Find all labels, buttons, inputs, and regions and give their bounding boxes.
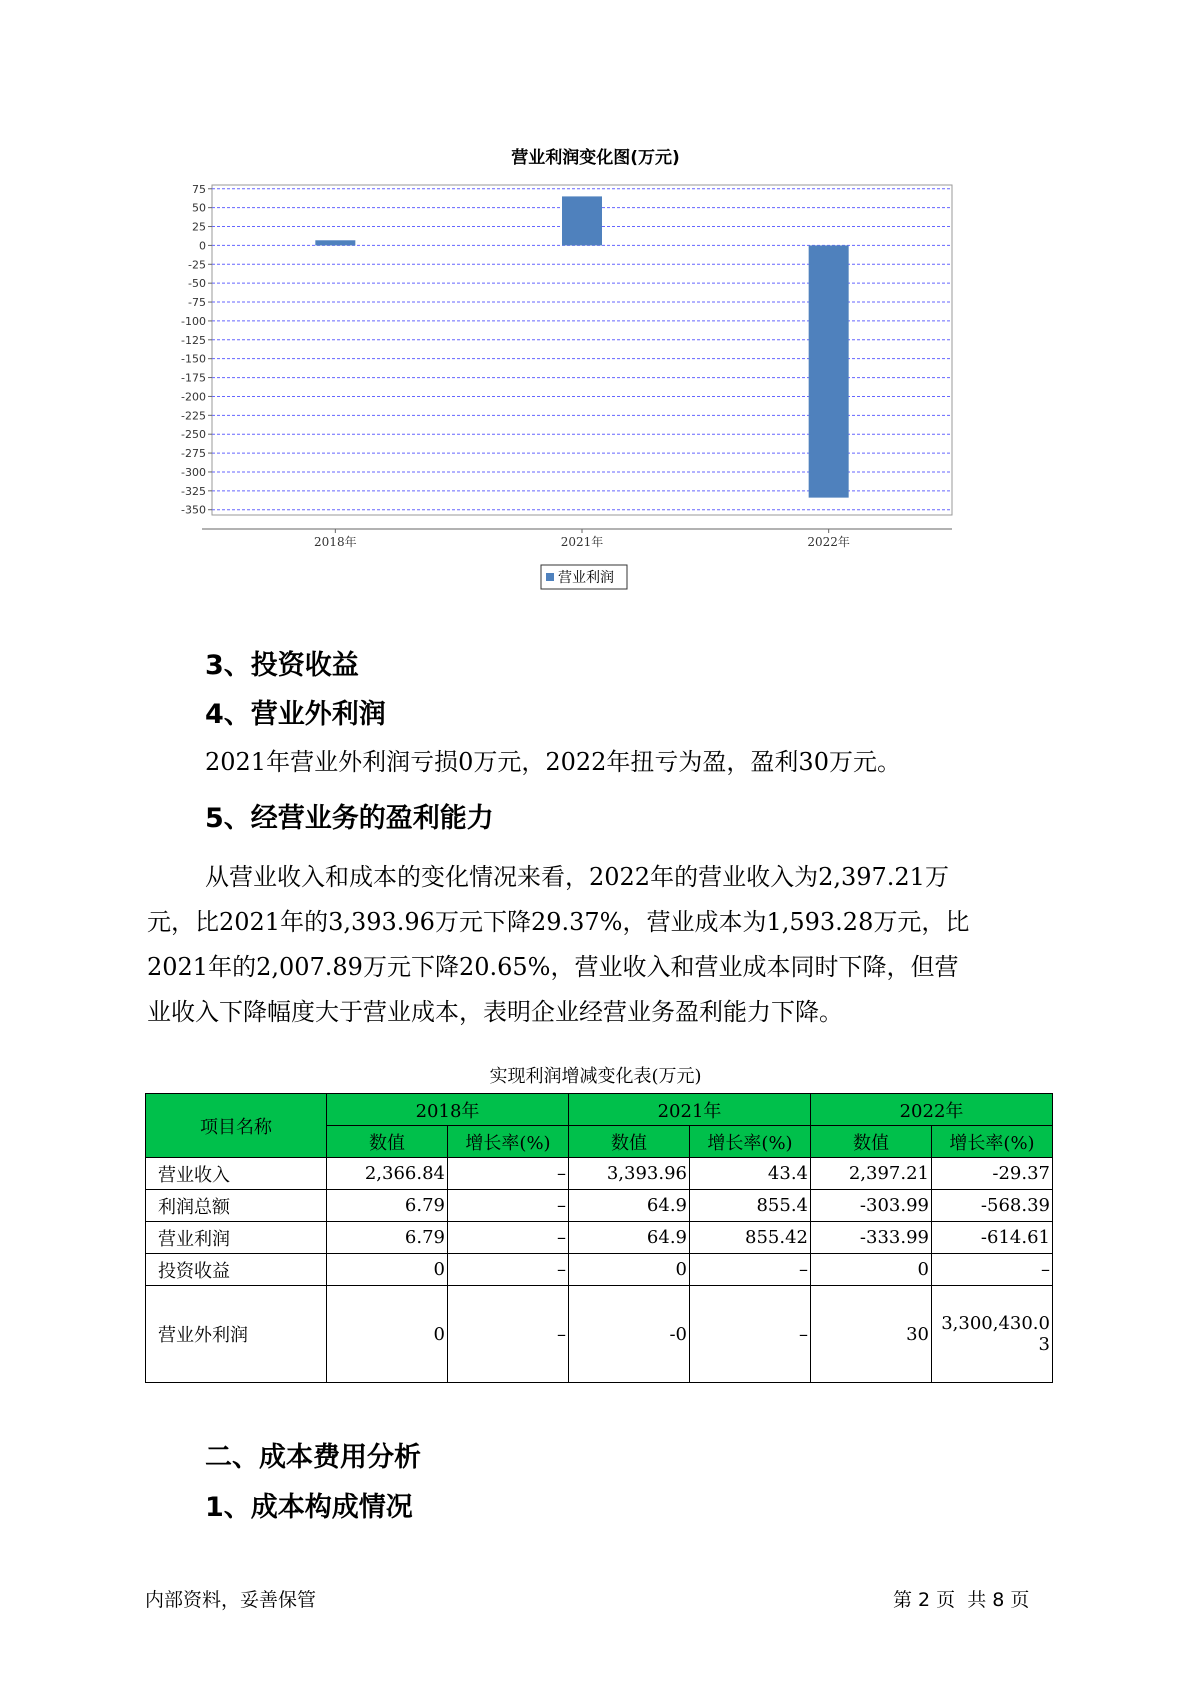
- row-label: 投资收益: [146, 1254, 327, 1286]
- growth-cell: –: [690, 1254, 811, 1286]
- footer-page-number: 第 2 页 共 8 页: [893, 1589, 1030, 1611]
- y-tick-label: -50: [188, 277, 206, 291]
- paragraph-profitability-line: 从营业收入和成本的变化情况来看，2022年的营业收入为2,397.21万: [205, 863, 949, 891]
- header-growth: 增长率(%): [932, 1126, 1053, 1158]
- growth-cell: –: [448, 1254, 569, 1286]
- growth-cell: –: [448, 1190, 569, 1222]
- y-tick-label: -25: [188, 258, 206, 272]
- growth-cell: –: [448, 1286, 569, 1383]
- bar: [809, 245, 849, 497]
- header-value: 数值: [327, 1126, 448, 1158]
- header-year: 2021年: [569, 1094, 811, 1126]
- value-cell: 30: [811, 1286, 932, 1383]
- paragraph-profitability-line: 业收入下降幅度大于营业成本，表明企业经营业务盈利能力下降。: [147, 998, 843, 1026]
- y-tick-label: -75: [188, 296, 206, 310]
- header-item-name: 项目名称: [146, 1094, 327, 1158]
- growth-cell: –: [932, 1254, 1053, 1286]
- heading-non-operating-profit: 4、营业外利润: [205, 699, 386, 730]
- growth-cell: 43.4: [690, 1158, 811, 1190]
- y-tick-label: 75: [192, 182, 206, 196]
- value-cell: 3,393.96: [569, 1158, 690, 1190]
- growth-cell: -614.61: [932, 1222, 1053, 1254]
- heading-profitability: 5、经营业务的盈利能力: [205, 803, 494, 834]
- growth-cell: -29.37: [932, 1158, 1053, 1190]
- y-tick-label: 25: [192, 220, 206, 234]
- value-cell: 0: [327, 1254, 448, 1286]
- y-tick-label: -325: [181, 484, 206, 498]
- value-cell: -0: [569, 1286, 690, 1383]
- y-tick-label: -275: [181, 447, 206, 461]
- header-year: 2018年: [327, 1094, 569, 1126]
- legend-label: 营业利润: [558, 570, 614, 586]
- y-tick-label: 50: [192, 201, 206, 215]
- value-cell: 2,397.21: [811, 1158, 932, 1190]
- value-cell: 64.9: [569, 1190, 690, 1222]
- profit-bar-chart: [160, 175, 1060, 595]
- table-row: [146, 1286, 1053, 1383]
- paragraph-profitability-line: 元，比2021年的3,393.96万元下降29.37%，营业成本为1,593.28万元，比: [147, 908, 970, 936]
- header-year: 2022年: [811, 1094, 1053, 1126]
- header-value: 数值: [811, 1126, 932, 1158]
- row-label: 营业收入: [146, 1158, 327, 1190]
- row-label: 利润总额: [146, 1190, 327, 1222]
- value-cell: 0: [811, 1254, 932, 1286]
- growth-cell: 3,300,430.03: [932, 1286, 1053, 1383]
- x-tick-label: 2018年: [314, 535, 357, 549]
- value-cell: 6.79: [327, 1222, 448, 1254]
- bar: [315, 240, 355, 245]
- x-tick-label: 2021年: [560, 535, 604, 549]
- value-cell: 0: [327, 1286, 448, 1383]
- chart-title: 营业利润变化图(万元): [511, 148, 680, 168]
- heading-cost-structure: 1、成本构成情况: [205, 1492, 413, 1523]
- paragraph-profitability-line: 2021年的2,007.89万元下降20.65%，营业收入和营业成本同时下降，但营: [147, 953, 959, 981]
- value-cell: -333.99: [811, 1222, 932, 1254]
- table-row: [146, 1190, 1053, 1222]
- row-label: 营业外利润: [146, 1286, 327, 1383]
- x-tick-label: 2022年: [807, 535, 850, 549]
- growth-cell: 855.42: [690, 1222, 811, 1254]
- table-row: [146, 1222, 1053, 1254]
- value-cell: 2,366.84: [327, 1158, 448, 1190]
- header-value: 数值: [569, 1126, 690, 1158]
- y-tick-label: -225: [181, 409, 206, 423]
- y-tick-label: -350: [181, 503, 206, 517]
- value-cell: 64.9: [569, 1222, 690, 1254]
- y-tick-label: -200: [181, 390, 206, 404]
- y-tick-label: -175: [181, 371, 206, 385]
- heading-cost-analysis: 二、成本费用分析: [205, 1442, 421, 1473]
- value-cell: 0: [569, 1254, 690, 1286]
- footer-confidential: 内部资料，妥善保管: [145, 1589, 317, 1611]
- table-row: [146, 1158, 1053, 1190]
- table-caption: 实现利润增减变化表(万元): [489, 1066, 702, 1087]
- heading-investment-income: 3、投资收益: [205, 650, 359, 681]
- header-growth: 增长率(%): [448, 1126, 569, 1158]
- y-tick-label: -300: [181, 465, 206, 479]
- paragraph-non-operating-profit: 2021年营业外利润亏损0万元，2022年扭亏为盈，盈利30万元。: [205, 748, 901, 776]
- bar: [562, 196, 602, 245]
- value-cell: -303.99: [811, 1190, 932, 1222]
- growth-cell: -568.39: [932, 1190, 1053, 1222]
- y-tick-label: 0: [199, 239, 206, 253]
- y-tick-label: -250: [181, 428, 206, 442]
- growth-cell: –: [448, 1158, 569, 1190]
- value-cell: 6.79: [327, 1190, 448, 1222]
- growth-cell: 855.4: [690, 1190, 811, 1222]
- growth-cell: –: [690, 1286, 811, 1383]
- table-row: [146, 1254, 1053, 1286]
- y-tick-label: -125: [181, 333, 206, 347]
- profit-change-table: [145, 1093, 1053, 1383]
- y-tick-label: -100: [181, 314, 206, 328]
- row-label: 营业利润: [146, 1222, 327, 1254]
- header-growth: 增长率(%): [690, 1126, 811, 1158]
- legend-swatch: [546, 573, 554, 581]
- growth-cell: –: [448, 1222, 569, 1254]
- y-tick-label: -150: [181, 352, 206, 366]
